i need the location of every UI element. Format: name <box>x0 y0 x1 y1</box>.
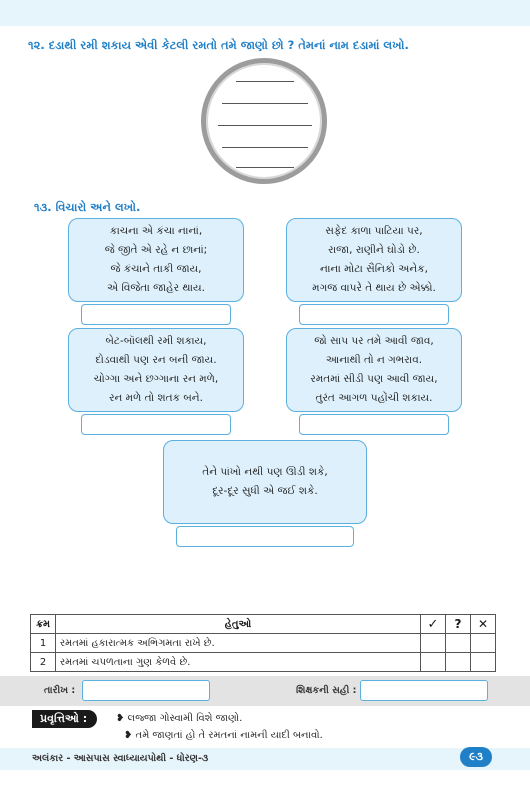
tick-icon: ✓ <box>421 615 446 634</box>
riddle-line: તેને પાંખો નથી પણ ઊડી શકે, <box>202 466 328 478</box>
question-12: ૧૨. દડાથી રમી શકાય એવી કેટલી રમતો તમે જાણો છો ? તેમનાં નામ દડામાં લખો. <box>28 38 409 52</box>
riddle-line: રમતમાં સીડી પણ આવી જાય, <box>310 373 438 385</box>
activities-tag: પ્રવૃત્તિઓ : <box>32 710 97 728</box>
teacher-signature-field[interactable] <box>360 680 488 701</box>
question-13: ૧૩. વિચારો અને લખો. <box>34 200 141 214</box>
row-text: રમતમાં હકારાત્મક અભિગમતા રાખે છે. <box>56 634 421 653</box>
teacher-signature-label: શિક્ષકની સહી : <box>296 685 357 696</box>
page-number: ૯૩ <box>460 747 492 767</box>
riddle-line: ચોગ્ગા અને છગ્ગાના રન મળે, <box>93 373 219 385</box>
book-title: અલંકાર - આસપાસ સ્વાધ્યાયપોથી - ધોરણ-૩ <box>32 753 209 764</box>
row-text: રમતમાં ચપળતાના ગુણ કેળવે છે. <box>56 653 421 672</box>
answer-box-1[interactable] <box>81 304 231 325</box>
table-row <box>31 653 496 672</box>
riddle-line: કાચના એ કંચા નાનાં, <box>109 225 203 237</box>
date-label: તારીખ : <box>44 685 76 696</box>
top-band <box>0 0 530 26</box>
col-goal-header: હેતુઓ <box>56 615 421 634</box>
riddle-line: દોડવાથી પણ રન બની જાય. <box>95 354 217 366</box>
riddle-line: બેટ-બૉલથી રમી શકાય, <box>105 335 207 347</box>
row-number: 2 <box>31 653 56 672</box>
riddle-line: રાજા, રાણીને ઘોડો છે. <box>328 244 420 256</box>
riddle-card-5 <box>163 440 367 524</box>
riddle-line: સફેદ કાળા પાટિયા પર, <box>325 225 423 237</box>
tick-cell[interactable] <box>421 653 446 672</box>
activity-item: ❥ લજ્જા ગોસ્વામી વિશે જાણો. <box>116 713 243 724</box>
tick-cell[interactable] <box>421 634 446 653</box>
answer-box-5[interactable] <box>176 526 354 547</box>
riddle-line: નાના મોટા સૈનિકો અનેક, <box>320 263 428 275</box>
answer-box-3[interactable] <box>81 414 231 435</box>
riddle-line: દૂર-દૂર સુધી એ જઈ શકે. <box>212 485 318 497</box>
riddle-line: જે જીતે એ રહે ન છાનાં; <box>104 244 208 256</box>
riddle-line: તુરંત આગળ પહોંચી શકાય. <box>315 392 433 404</box>
activity-item: ❥ તમે જાણતાં હો તે રમતનાં નામની યાદી બનાવો. <box>124 730 323 741</box>
date-field[interactable] <box>82 680 210 701</box>
riddle-card-4 <box>286 328 462 412</box>
riddle-card-3 <box>68 328 244 412</box>
ball-answer-area[interactable] <box>201 58 327 184</box>
table-header-row <box>31 615 496 634</box>
riddle-line: મગજ વાપરે તે થાય છે એક્કો. <box>312 282 436 294</box>
cross-cell[interactable] <box>471 653 496 672</box>
riddle-card-2 <box>286 218 462 302</box>
riddle-line: આનાથી તો ન ગભરાવ. <box>325 354 423 366</box>
riddle-line: જે કંચાને તાકી જાય, <box>110 263 202 275</box>
riddle-card-1 <box>68 218 244 302</box>
evaluation-table <box>30 614 496 672</box>
question-cell[interactable] <box>446 653 471 672</box>
answer-box-2[interactable] <box>299 304 449 325</box>
answer-box-4[interactable] <box>299 414 449 435</box>
question-cell[interactable] <box>446 634 471 653</box>
question-icon: ? <box>446 615 471 634</box>
row-number: 1 <box>31 634 56 653</box>
col-number-header: ક્રમ <box>31 615 56 634</box>
table-row <box>31 634 496 653</box>
riddle-line: રન મળે તો શતક બને. <box>109 392 203 404</box>
riddle-line: એ વિજેતા જાહેર થાય. <box>107 282 205 294</box>
cross-icon: ✕ <box>471 615 496 634</box>
cross-cell[interactable] <box>471 634 496 653</box>
riddle-line: જો સાપ પર તમે આવી જાવ, <box>314 335 434 347</box>
